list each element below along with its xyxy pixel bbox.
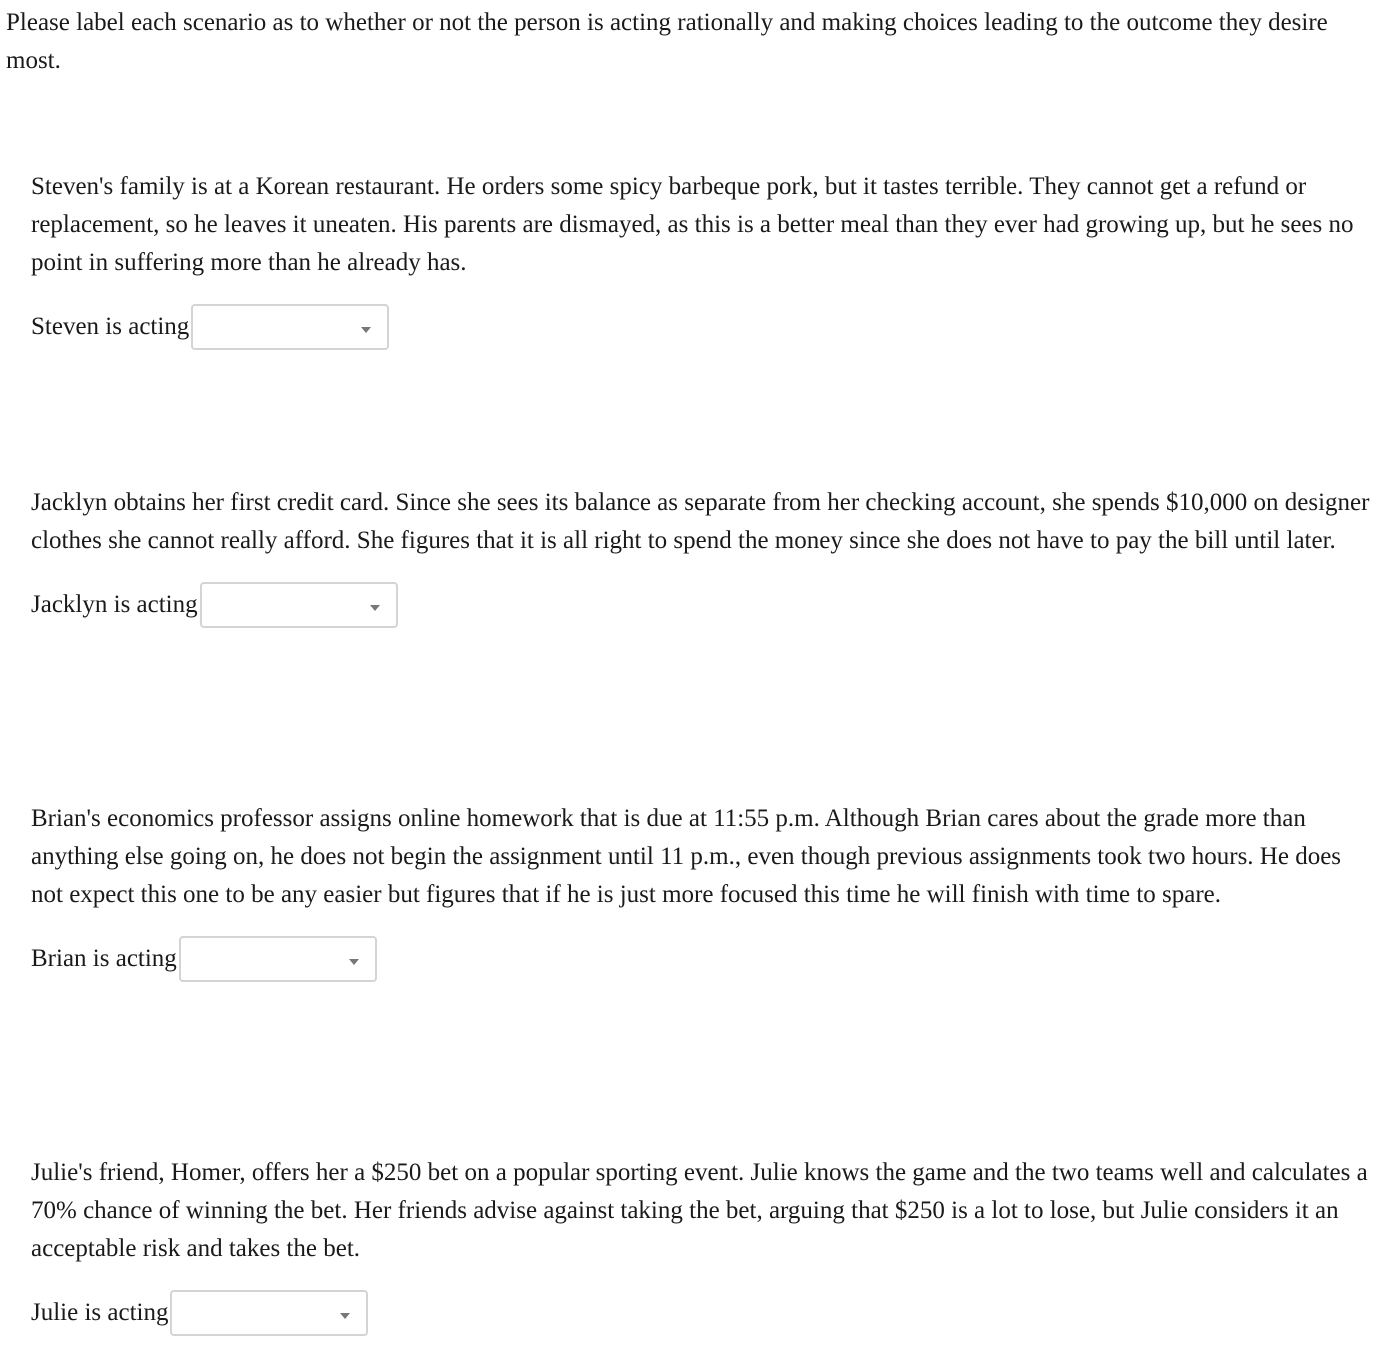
chevron-down-icon (340, 1313, 350, 1319)
jacklyn-rationality-dropdown[interactable] (200, 582, 398, 628)
steven-rationality-dropdown[interactable] (191, 304, 389, 350)
brian-rationality-dropdown[interactable] (179, 936, 377, 982)
answer-row (31, 582, 1376, 628)
julie-rationality-dropdown[interactable] (170, 1290, 368, 1336)
scenario-julie (31, 1154, 1376, 1336)
answer-row (31, 1290, 1376, 1336)
scenario-text: Brian's economics professor assigns online homework that is due at 11:55 p.m. Although Brian cares about the grade more than anything else going on, he does not begin the assignment until 11 p.m., even though previous assignments took two hours. He does not expect this one to be any easier but figures that if he is just more focused this time he will finish with time to spare. (31, 805, 1342, 908)
chevron-down-icon (370, 605, 380, 611)
answer-row (31, 936, 1376, 982)
scenario-steven (31, 168, 1376, 350)
scenario-text: Julie's friend, Homer, offers her a $250 bet on a popular sporting event. Julie knows the game and the two teams well and calculates a 70% chance of winning the bet. Her friends advise against taking the bet, arguing that $250 is a lot to lose, but Julie considers it an acceptable risk and takes the bet. (31, 1159, 1368, 1262)
chevron-down-icon (361, 327, 371, 333)
chevron-down-icon (349, 959, 359, 965)
instructions-text: Please label each scenario as to whether or not the person is acting rationally and making choices leading to the outcome they desire most. (6, 9, 1328, 74)
scenario-text: Steven's family is at a Korean restaurant. He orders some spicy barbeque pork, but it tastes terrible. They cannot get a refund or replacement, so he leaves it uneaten. His parents are dismayed, as this is a better meal than they ever had growing up, but he sees no point in suffering more than he already has. (31, 173, 1354, 276)
answer-label: Steven is acting (31, 313, 190, 340)
answer-label: Julie is acting (31, 1299, 169, 1326)
scenario-jacklyn (31, 484, 1376, 628)
scenario-text: Jacklyn obtains her first credit card. Since she sees its balance as separate from her checking account, she spends $10,000 on designer clothes she cannot really afford. She figures that it is all right to spend the money since she does not have to pay the bill until later. (31, 489, 1370, 554)
scenario-brian (31, 800, 1376, 982)
answer-row (31, 304, 1376, 350)
answer-label: Brian is acting (31, 945, 177, 972)
answer-label: Jacklyn is acting (31, 591, 198, 618)
